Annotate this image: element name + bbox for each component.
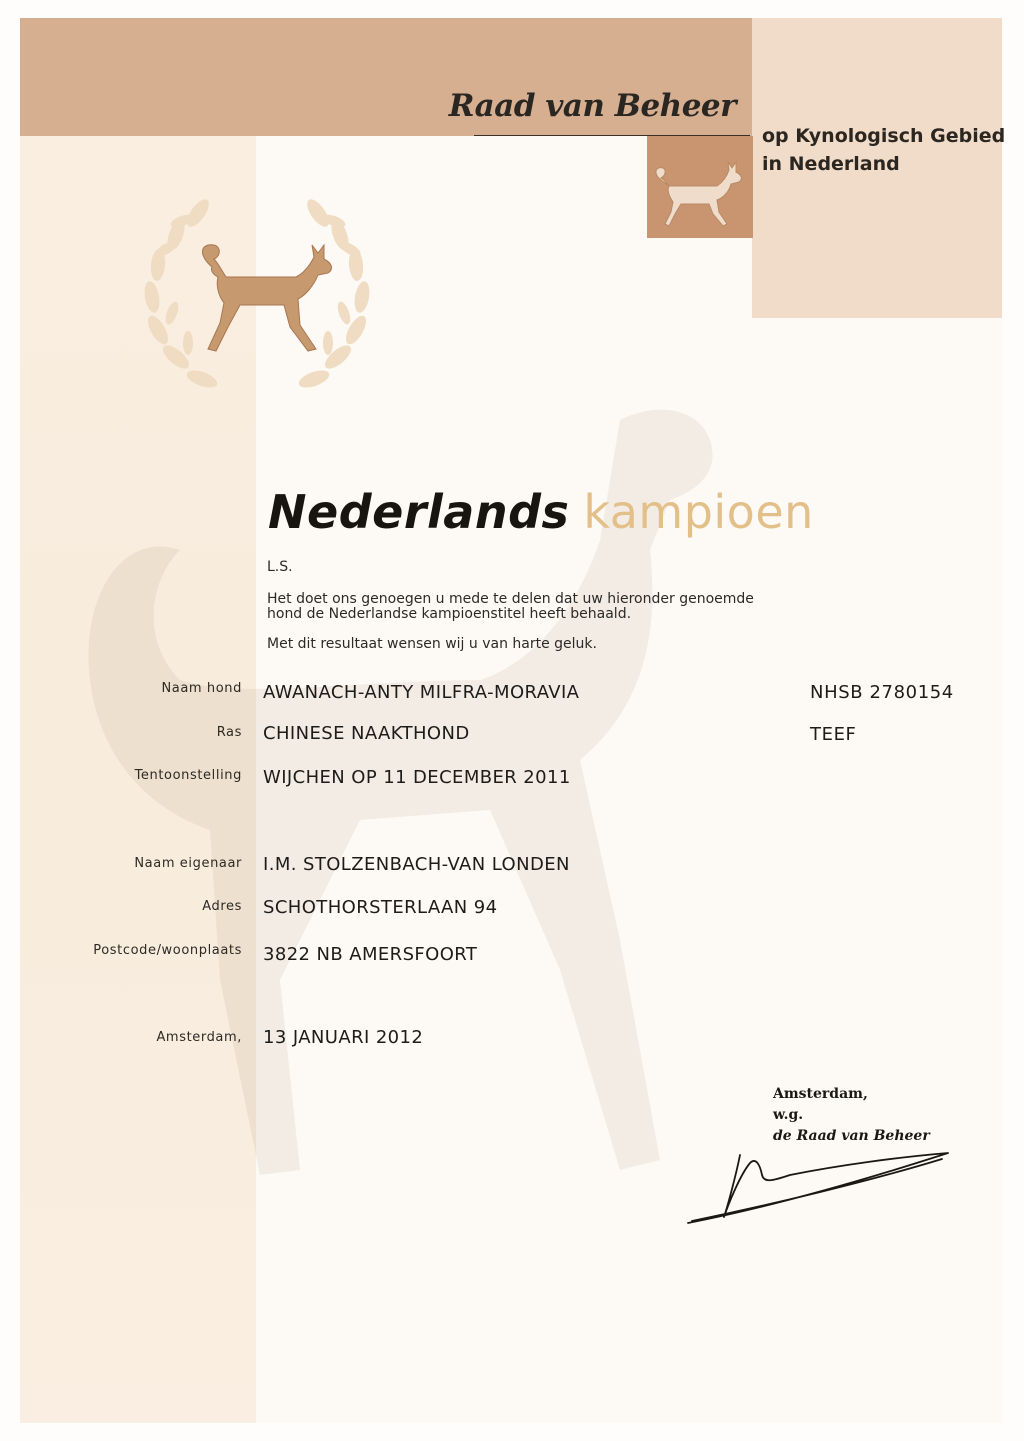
address-label: Adres xyxy=(202,899,242,914)
header-dog-icon xyxy=(647,146,753,232)
organization-subtitle xyxy=(762,122,1005,178)
show-value: WIJCHEN OP 11 DECEMBER 2011 xyxy=(263,767,571,788)
signature-wg: w.g. xyxy=(773,1107,804,1123)
breed-label: Ras xyxy=(216,725,242,740)
address-value: SCHOTHORSTERLAAN 94 xyxy=(263,897,498,918)
owner-label: Naam eigenaar xyxy=(134,856,242,871)
handwritten-signature xyxy=(680,1145,980,1235)
signature-place: Amsterdam, xyxy=(773,1086,868,1102)
body-line-1: Het doet ons genoegen u mede te delen dat uw hieronder genoemde xyxy=(267,591,754,607)
signature-block xyxy=(773,1084,930,1147)
salutation: L.S. xyxy=(267,559,293,575)
postcode-label: Postcode/woonplaats xyxy=(93,943,242,958)
laurel-right xyxy=(297,196,372,391)
place-label: Amsterdam, xyxy=(156,1030,242,1045)
owner-value: I.M. STOLZENBACH-VAN LONDEN xyxy=(263,854,570,875)
certificate-title-part2: kampioen xyxy=(583,485,814,539)
header-underline xyxy=(474,135,750,136)
organization-subtitle-line2: in Nederland xyxy=(762,153,900,175)
date-value: 13 JANUARI 2012 xyxy=(263,1027,424,1048)
bronze-dog xyxy=(202,245,331,351)
show-label: Tentoonstelling xyxy=(134,768,242,783)
organization-title: Raad van Beheer xyxy=(448,88,736,124)
certificate-title-part1: Nederlands xyxy=(268,485,570,539)
certificate-title xyxy=(268,482,814,542)
postcode-value: 3822 NB AMERSFOORT xyxy=(263,944,478,965)
signature-organization: de Raad van Beheer xyxy=(773,1128,930,1144)
laurel-left xyxy=(142,196,219,391)
breed-value: CHINESE NAAKTHOND xyxy=(263,723,470,744)
body-line-3: Met dit resultaat wensen wij u van harte geluk. xyxy=(267,636,597,652)
organization-subtitle-line1: op Kynologisch Gebied xyxy=(762,125,1006,147)
dog-name-value: AWANACH-ANTY MILFRA-MORAVIA xyxy=(263,682,580,703)
dog-name-label: Naam hond xyxy=(161,681,242,696)
dog-laurel-emblem xyxy=(128,185,388,400)
registration-number: NHSB 2780154 xyxy=(810,682,954,703)
body-line-2: hond de Nederlandse kampioenstitel heeft behaald. xyxy=(267,606,632,622)
sex-value: TEEF xyxy=(810,724,857,745)
